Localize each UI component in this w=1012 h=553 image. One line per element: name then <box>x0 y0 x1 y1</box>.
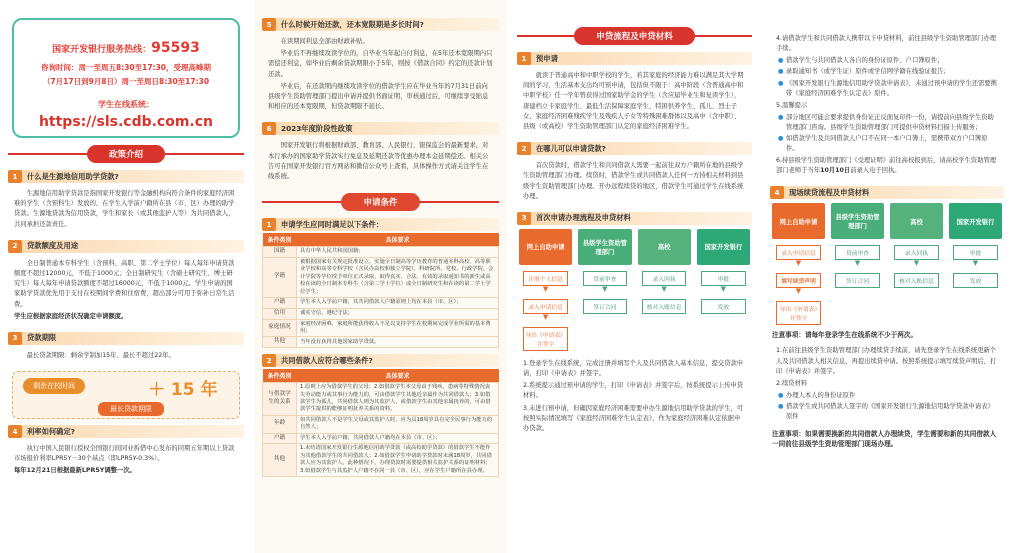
flow-step: 签订合同 <box>835 273 880 288</box>
sec-student-cond <box>262 218 499 231</box>
note-login: 注意事项：请每年登录学生在线系统不少于两次。 <box>772 331 918 340</box>
sec-num: 2 <box>517 142 531 155</box>
sec-renew-flow <box>770 186 1004 199</box>
term-diagram <box>12 371 240 419</box>
sec-num: 1 <box>517 52 531 65</box>
list-text: 借款学生或共同借款人签字的《国家开发银行生源地信用助学贷款申请表》原件 <box>786 403 994 421</box>
sec-title: 什么时候开始还款，还本宽限期是多长时间? <box>281 19 424 29</box>
term-remaining: 剩余在校时间 <box>23 378 85 394</box>
flow-step: 贷前审查 <box>583 271 628 286</box>
flow-head: 高校 <box>638 229 691 265</box>
flow-step: 导出《申请表》并签字 <box>776 301 821 325</box>
note-text: 注意事项：如果需要换新的共同借款人办理续贷，学生需要和新的共同借款人一同前往县级学生资助管理部门现场办理。 <box>772 430 997 449</box>
sec-title: 贷款期限 <box>27 333 57 343</box>
list-text: 录取通知书（或学生证）原件或学信网学籍在线验证报告； <box>786 68 950 76</box>
table-row <box>263 319 499 337</box>
panel-process <box>509 0 760 553</box>
step-text: 2.系统提示通过预申请的学生，打印《申请表》并签字后，按系统提示上传申贷材料。 <box>523 382 744 400</box>
sec-body: 最长贷款期限：剩余学制加15年、最长不超过22年。 <box>26 351 175 359</box>
site-label: 学生在线系统： <box>98 100 154 109</box>
sec-title: 在哪儿可以申请贷款? <box>536 143 606 153</box>
step-text: 5.温馨提示 <box>776 101 808 109</box>
table-cell: 如共同借款人不是学生父母或其监护人时，应为具18周岁具有完全民事行为能力的自然人； <box>297 415 499 433</box>
table-cell: 户籍 <box>263 433 297 444</box>
bullet-icon: ● <box>778 68 784 76</box>
panel-conditions <box>254 0 507 553</box>
bullet-icon: ● <box>778 79 784 87</box>
table-cell: 其他 <box>263 444 297 477</box>
sec-title: 2023年度阶段性政策 <box>281 123 353 133</box>
list-text: 部分地区可能会要求提供身份证正反面复印件一份，请提前向县级学生资助管理部门咨询。县级学生资助管理部门可提供申贷材料扫描上传服务； <box>786 113 994 131</box>
flow-step: 注册个人信息 <box>523 271 568 286</box>
hotline-number[interactable]: 95593 <box>151 40 200 56</box>
sec-repay <box>262 18 499 31</box>
table-cell: 具有中华人民共和国国籍； <box>297 247 499 258</box>
table-cell: 被根据国家有关规定批准设立、实施全日制高等学历教育的普通本科高校、高等职业学校和高等专科学校（含民办高校和独立学院），科研院所、党校、行政学院、会计学院等学位授予单位正式录取，取得真实、合法、有效的录取通知书的新生或高校在读的全日制本专科生（含第二学士学位）或全日制研究生和在读的第二学士学位学生； <box>297 257 499 297</box>
table-cell: 1.原则上应为借款学生的父母；2.如借款学生本父母由于残疾、患病等特殊情况丧失劳动能力或其事行为能力的，可由借款学生其他近亲属作为共同借款人；3.如借款学生为孤儿，共同借款人则为其监护人，或借款学生由其他亲属抚养的，可由借款学生提供的能够证明抚养关系的资料。 <box>297 383 499 416</box>
sec-num: 6 <box>262 122 276 135</box>
student-conditions-table <box>262 233 499 348</box>
sec-where <box>517 142 752 155</box>
table-row <box>263 383 499 416</box>
sec-title: 贷款额度及用途 <box>27 241 79 251</box>
banner-conditions-label: 申请条件 <box>341 193 419 211</box>
flow-step: 核对入账信息 <box>894 273 939 288</box>
arrow-down-icon: ▼ <box>542 284 549 293</box>
table-row <box>263 297 499 308</box>
sec-title: 共同借款人应符合哪些条件? <box>281 355 373 365</box>
sec-num: 4 <box>770 186 784 199</box>
sec-body: 毕业后不再继续攻读学位的，自毕业当年起自付利息，在5年还本宽限期内只需偿还利息，如毕业后剩余贷款期限小于5年，则按《借款合同》约定的还款计划还款。 <box>268 50 493 78</box>
sec-term <box>8 332 244 345</box>
step-text: 4.请借款学生和共同借款人携带以下申贷材料，前往县级学生资助管理部门办理手续。 <box>776 35 997 53</box>
flow-step: 填写续贷声明 <box>776 273 821 288</box>
step-text: 1.登录学生在线系统，完成注册并填写个人及共同借款人基本信息，提交贷款申请，打印《申请表》并签字。 <box>523 359 744 378</box>
flow-head: 网上自助申请 <box>772 203 825 239</box>
table-cell: 诚实守信，遵纪守法； <box>297 308 499 319</box>
table-cell: 国籍 <box>263 247 297 258</box>
step-text-part: 6.持县级学生资助管理部门《受理证明》前往高校报到后，请高校学生资助管理部门老师于当年 <box>776 157 997 175</box>
sec-body: 执行中国人民银行授权全国银行间同业拆借中心发布的同期五年期以上贷款市场报价利率LPR5Y－30个基点（即LPR5Y-0.3%）。 <box>14 445 235 463</box>
sec-body: 就读于普通高中和中职学校的学生，若其家庭的经济能力难以满足其大学期间的学习、生活基本支出均可预申请，包括但不限于：高中阶段（含普通高中和中职学校）任一学年曾获得过国家助学金的学生（含应届毕业生和复读学生），唐建档立卡家庭学生、最低生活保障家庭学生、特困供养学生、孤儿、烈士子女、家庭经济困难残疾学生及残疾人子女等特殊困难群体以及高中（含中职）、县级（或高校）学生资助管理部门认定的家庭经济困难学生。 <box>523 72 744 130</box>
step-text: 3.未进行预申请，但确因家庭经济困难需要申办生源地信用助学贷款的学生，可按照实际情况填写《家庭经济困难学生认定表》，作为家庭经济困难认定依据申办贷款。 <box>523 404 744 432</box>
table-cell: 当年没有获得其他国家助学贷款。 <box>297 337 499 348</box>
banner-process <box>517 26 752 46</box>
list-item <box>776 113 998 133</box>
table-header: 条件类别 <box>263 369 297 383</box>
list-item <box>776 67 998 77</box>
table-cell: 1.未结清国家开发银行生源地信用助学贷款（或高校助学贷款）的借款学生不能作为其他借款学生的共同借款人；2.如借款学生申请助学贷款时未满18周岁，共同借款人应为其监护人，此种情况下，办理贷款时需要提供相关监护关系的证明材料；3.如借款学生与其监护人户籍不在同一县（市、区），应在学生户籍所在县办理。 <box>297 444 499 477</box>
sec-body: 国家开发银行将根据财政部、教育部、人民银行、银保监会的最新要求，对本行承办的国家助学贷款实行免息及延期还款等优惠办理本金延期偿还。相关公告可在国家开发银行官方网站和微信公众号上查看，具体操作方式请关注学生在线系统。 <box>268 142 489 180</box>
sec-num: 5 <box>262 18 276 31</box>
sec-num: 3 <box>8 332 22 345</box>
sec-rate <box>8 425 244 438</box>
banner-policy-label: 政策介绍 <box>87 145 165 163</box>
table-cell: 户籍 <box>263 297 297 308</box>
hotline-card <box>12 18 240 138</box>
list-item <box>776 79 998 99</box>
flow-head: 国家开发银行 <box>697 229 750 265</box>
flow-step: 录入回执 <box>642 271 687 286</box>
flow-head: 网上自助申请 <box>519 229 572 265</box>
deadline-date: 10月10日 <box>820 167 851 175</box>
table-cell: 信用 <box>263 308 297 319</box>
sec-title: 现场续贷流程及申贷材料 <box>789 187 870 197</box>
step-text: 1.在前往县级学生资助管理部门办理续贷手续前，请先登录学生在线系统更新个人及共同借款人相关信息，再提出续贷申请。按照系统提示填写续贷声明后，打印《申请表》并签字。 <box>776 347 997 375</box>
table-cell: 学生本人入学前户籍，其共同借款人户籍原则上均在本县（市、区）； <box>297 297 499 308</box>
bullet-icon: ● <box>778 113 784 121</box>
list-text: 办理人本人的身份证原件 <box>786 392 856 400</box>
flow-step: 核对入账信息 <box>642 299 687 314</box>
flow-head: 高校 <box>890 203 943 239</box>
list-item <box>776 56 998 66</box>
sec-title: 预申请 <box>536 53 558 63</box>
step-text: 2.续贷材料 <box>776 380 808 387</box>
first-apply-flowchart <box>519 229 750 351</box>
hotline-line <box>14 40 238 56</box>
sec-body: 在读期间利息全部由财政补贴。 <box>280 38 369 45</box>
table-cell: 与借款学生的关系 <box>263 383 297 416</box>
sec-amount <box>8 240 244 253</box>
flow-step: 贷前审查 <box>835 245 880 260</box>
banner-conditions <box>262 192 499 212</box>
table-header: 条件类别 <box>263 233 297 247</box>
banner-policy <box>8 144 244 164</box>
sec-first-flow <box>517 212 752 225</box>
flow-step: 发放 <box>953 273 998 288</box>
sec-num: 2 <box>8 240 22 253</box>
renew-flowchart <box>772 203 1002 325</box>
arrow-down-icon: ▼ <box>795 259 802 268</box>
note-new-borrower <box>772 428 1002 448</box>
sec-co-borrower <box>262 354 499 367</box>
sec-title: 利率如何确定? <box>27 426 76 436</box>
arrow-down-icon: ▼ <box>542 312 549 321</box>
flow-step: 签订合同 <box>583 299 628 314</box>
list-item <box>776 391 998 401</box>
arrow-down-icon: ▼ <box>795 287 802 296</box>
banner-process-label: 申贷流程及申贷材料 <box>574 27 695 45</box>
panel-materials <box>762 0 1012 553</box>
sec-body: 全日制普通本专科学生（含预科、高职、第二学士学位）每人每年申请贷款额度不超过12000元，不低于1000元；全日制研究生（含硕士研究生、博士研究生）每人每年申请贷款额度不超过16000元，不低于1000元。学生申请的国家助学贷款优先用于支付在校期间学费和住宿费，超出部分可用于弥补日常生活费。 <box>14 259 235 308</box>
arrow-down-icon: ▼ <box>913 259 920 268</box>
table-row <box>263 415 499 433</box>
bullet-icon: ● <box>778 392 784 400</box>
table-row <box>263 247 499 258</box>
hotline-label: 国家开发银行服务热线： <box>52 45 152 55</box>
sec-body: 毕业后，在还款期内继续攻读学位的借款学生应在毕业当年的7月31日前向县级学生资助管理部门提出申请并提供书面证明，审核通过后，可继续享受贴息和相应的还本宽限期，但贷款期限不延长。 <box>268 82 489 111</box>
arrow-down-icon: ▼ <box>854 259 861 268</box>
flow-step: 录入申请信息 <box>776 245 821 260</box>
term-max: 最长贷款期限 <box>98 402 164 416</box>
sec-what-is <box>8 170 244 183</box>
sec-body: 生源地信用助学贷款是指国家开发银行等金融机构向符合条件的家庭经济困难的学生（含预科生）发放的，在学生入学前户籍所在县（市、区）办理的助学贷款。生源地贷款为信用贷款，学生和家长（或其他监护人等）为共同借款人，共同承担还款责任。 <box>14 190 235 228</box>
sec-title: 什么是生源地信用助学贷款? <box>27 171 119 181</box>
flow-head: 国家开发银行 <box>949 203 1002 239</box>
table-row <box>263 337 499 348</box>
sec-body: 首次贷款时，借款学生和共同借款人需要一起前往双方户籍所在地的县级学生资助管理部门办理。续贷时，借款学生或共同借款人任何一方持相关材料到县级学生资助管理部门办理。开办远程续贷的地区，借款学生可通过学生在线系统办理。 <box>523 162 744 200</box>
step-text <box>776 156 998 176</box>
arrow-down-icon: ▼ <box>602 284 608 293</box>
bullet-icon: ● <box>778 57 784 65</box>
co-borrower-table <box>262 369 499 477</box>
panel-policy <box>0 0 252 553</box>
table-cell: 学生本人入学前户籍，共同借款人户籍均在本县（市、区）； <box>297 433 499 444</box>
flow-step: 录入回执 <box>894 245 939 260</box>
sec-num: 1 <box>8 170 22 183</box>
table-row <box>263 433 499 444</box>
table-header: 具体要求 <box>297 369 499 383</box>
step-text-part: 前录入电子回执。 <box>850 167 901 175</box>
sec-2023-policy <box>262 122 499 135</box>
sec-num: 3 <box>517 212 531 225</box>
sec-num: 1 <box>262 218 276 231</box>
sec-num: 2 <box>262 354 276 367</box>
sec-title: 首次申请办理流程及申贷材料 <box>536 213 631 223</box>
sec-body-bold: 学生应根据家庭经济状况确定申请额度。 <box>14 312 128 320</box>
flow-step: 审批 <box>953 245 998 260</box>
bullet-icon: ● <box>778 403 784 411</box>
table-row <box>263 257 499 297</box>
site-url[interactable]: https://sls.cdb.com.cn <box>38 114 214 130</box>
arrow-down-icon: ▼ <box>661 284 667 293</box>
table-header: 具体要求 <box>297 233 499 247</box>
flow-head: 县级学生资助管理部门 <box>578 229 631 265</box>
table-cell: 年龄 <box>263 415 297 433</box>
list-text: 借款学生与共同借款人各自的身份证原件、户口簿原件； <box>786 57 944 65</box>
sec-body-bold: 每年12月21日根据最新LPR5Y调整一次。 <box>14 467 136 475</box>
table-row <box>263 444 499 477</box>
term-plus: ＋ 15 年 <box>148 380 218 401</box>
flow-head: 县级学生资助管理部门 <box>831 203 884 239</box>
bullet-icon: ● <box>778 134 784 142</box>
table-cell: 其他 <box>263 337 297 348</box>
flow-step: 发放 <box>701 299 746 314</box>
arrow-down-icon: ▼ <box>720 284 727 293</box>
sec-num: 4 <box>8 425 22 438</box>
table-cell: 家庭情况 <box>263 319 297 337</box>
flow-step: 导出《申请表》并签字 <box>523 327 568 351</box>
hotline-hours-1: 咨询时间：周一至周五8:30至17:30，受理高峰期 <box>40 63 212 72</box>
table-row <box>263 308 499 319</box>
hotline-hours-2: （7月17日到9月8日）周一至周日8:30至17:30 <box>42 77 210 86</box>
flow-step: 审批 <box>701 271 746 286</box>
arrow-down-icon: ▼ <box>972 259 979 268</box>
sec-pre-apply <box>517 52 752 65</box>
sec-title: 申请学生应同时满足以下条件： <box>281 219 384 229</box>
flow-step: 录入申请信息 <box>523 299 568 314</box>
table-cell: 学籍 <box>263 257 297 297</box>
list-text: 《国家开发银行生源地信用助学贷款申请表》，未通过预申请的学生还需要携带《家庭经济困难学生认定表》原件。 <box>786 79 997 97</box>
list-item <box>776 402 998 422</box>
list-item <box>776 134 998 154</box>
list-text: 如借款学生及共同借款人户口不在同一本户口簿上，需携带双方户口簿原件。 <box>786 134 988 152</box>
table-cell: 家庭经济困难，家庭所能获得收入不足以支持学生在校期间完成学业所需的基本费用； <box>297 319 499 337</box>
